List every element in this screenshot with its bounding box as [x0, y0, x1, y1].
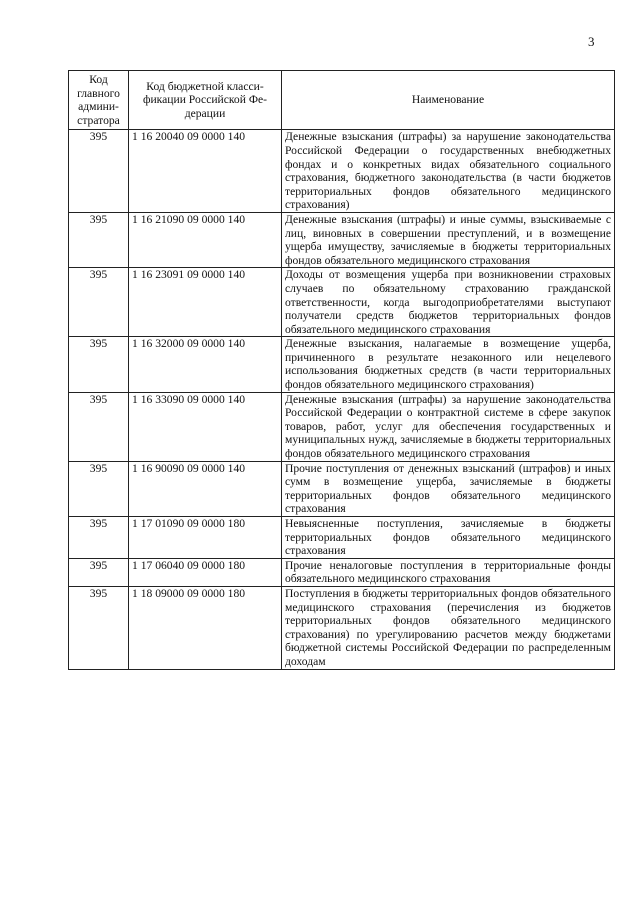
budget-code-cell: 1 16 33090 09 0000 140 — [129, 392, 282, 461]
header-name: Наименование — [282, 71, 615, 130]
admin-code-cell: 395 — [69, 268, 129, 337]
name-cell: Денежные взыскания (штрафы) и иные суммы, взыскиваемые с лиц, виновных в совершении преступлений, и в возмещение ущерба имуществу, зачисляемые в бюджеты территориальных фондов обязательного медицинского страхования — [282, 212, 615, 267]
budget-code-cell: 1 18 09000 09 0000 180 — [129, 586, 282, 669]
name-cell: Поступления в бюджеты территориальных фондов обязательного медицинского страхования (перечисления из бюджетов территориальных фондов обязательного медицинского страхования) по урегулированию расчетов между бюджетами бюджетной системы Российской Федерации по распределенным доходам — [282, 586, 615, 669]
table-row — [69, 392, 615, 461]
name-cell: Невыясненные поступления, зачисляемые в бюджеты территориальных фондов обязательного медицинского страхования — [282, 517, 615, 559]
admin-code-cell: 395 — [69, 392, 129, 461]
table-row — [69, 461, 615, 516]
admin-code-cell: 395 — [69, 558, 129, 586]
name-cell: Прочие неналоговые поступления в территориальные фонды обязательного медицинского страхования — [282, 558, 615, 586]
page-number: 3 — [588, 34, 595, 49]
name-cell: Доходы от возмещения ущерба при возникновении страховых случаев по обязательному страхованию гражданской ответственности, когда выгодоприобретателями выступают получатели средств бюджетов территориальных фондов обязательного медицинского страхования — [282, 268, 615, 337]
table-row — [69, 130, 615, 213]
name-cell: Денежные взыскания (штрафы) за нарушение законодательства Российской Федерации о государственных внебюджетных фондах и о конкретных видах обязательного социального страхования, бюджетного законодательства (в части бюджетов территориальных фондов обязательного медицинского страхования) — [282, 130, 615, 213]
name-cell: Денежные взыскания, налагаемые в возмещение ущерба, причиненного в результате незаконного или нецелевого использования бюджетных средств (в части территориальных фондов обязательного медицинского страхования) — [282, 337, 615, 392]
budget-code-cell: 1 17 06040 09 0000 180 — [129, 558, 282, 586]
budget-classification-table — [68, 70, 615, 670]
table-row — [69, 337, 615, 392]
table-row — [69, 558, 615, 586]
admin-code-cell: 395 — [69, 517, 129, 559]
admin-code-cell: 395 — [69, 130, 129, 213]
budget-code-cell: 1 17 01090 09 0000 180 — [129, 517, 282, 559]
header-budget-code: Код бюджетной класси-фикации Российской Фе-дерации — [129, 71, 282, 130]
table-row — [69, 517, 615, 559]
admin-code-cell: 395 — [69, 461, 129, 516]
table-row — [69, 586, 615, 669]
table-header-row — [69, 71, 615, 130]
budget-code-cell: 1 16 20040 09 0000 140 — [129, 130, 282, 213]
admin-code-cell: 395 — [69, 212, 129, 267]
name-cell: Денежные взыскания (штрафы) за нарушение законодательства Российской Федерации о контрактной системе в сфере закупок товаров, работ, услуг для обеспечения государственных и муниципальных нужд, зачисляемые в бюджеты территориальных фондов обязательного медицинского страхования — [282, 392, 615, 461]
admin-code-cell: 395 — [69, 337, 129, 392]
budget-code-cell: 1 16 32000 09 0000 140 — [129, 337, 282, 392]
budget-code-cell: 1 16 90090 09 0000 140 — [129, 461, 282, 516]
budget-code-cell: 1 16 23091 09 0000 140 — [129, 268, 282, 337]
table-row — [69, 268, 615, 337]
admin-code-cell: 395 — [69, 586, 129, 669]
table-row — [69, 212, 615, 267]
budget-code-cell: 1 16 21090 09 0000 140 — [129, 212, 282, 267]
name-cell: Прочие поступления от денежных взысканий (штрафов) и иных сумм в возмещение ущерба, зачисляемые в бюджеты территориальных фондов обязательного медицинского страхования — [282, 461, 615, 516]
header-admin-code: Код главного админи-стратора — [69, 71, 129, 130]
